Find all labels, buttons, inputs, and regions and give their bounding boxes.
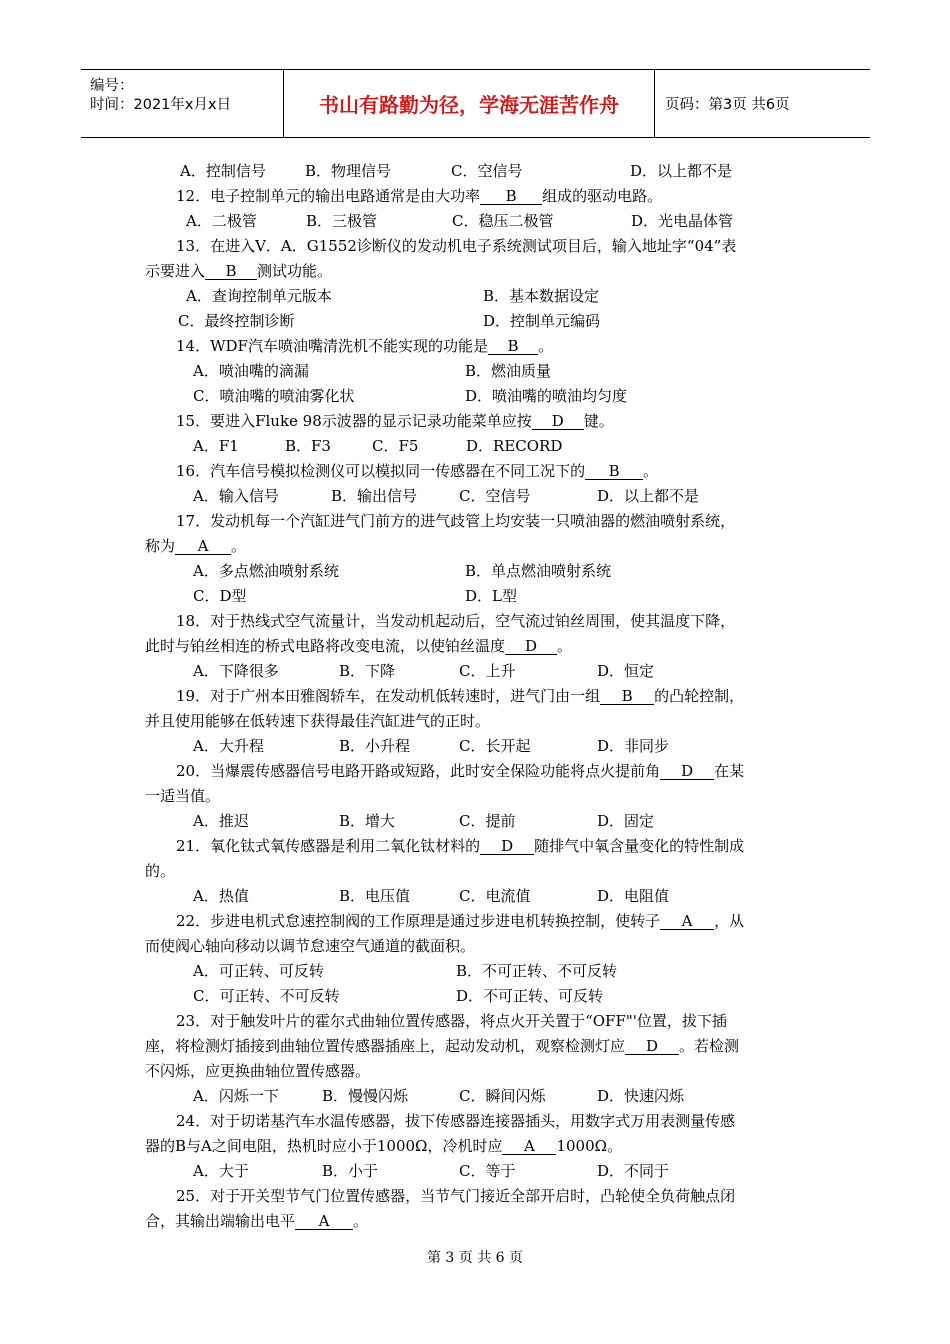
answer-blank: D xyxy=(660,763,714,780)
question-text: 21．氧化钛式氧传感器是利用二氧化钛材料的 xyxy=(176,837,481,855)
time-label: 时间：2021年x月x日 xyxy=(90,97,232,113)
answer-option: D．电阻值 xyxy=(597,887,670,905)
question-text-tail: 键。 xyxy=(583,412,614,430)
answer-option: C．上升 xyxy=(459,662,516,680)
answer-option: A．下降很多 xyxy=(193,662,279,680)
answer-option: A．可正转、可反转 xyxy=(193,962,324,980)
question-text: 23．对于触发叶片的霍尔式曲轴位置传感器，将点火开关置于“OFF"'位置，拔下插 xyxy=(176,1012,727,1030)
question-line xyxy=(176,1112,735,1130)
answer-option: A．二极管 xyxy=(186,212,257,230)
answer-option: C．F5 xyxy=(372,437,419,455)
question-line xyxy=(145,1137,622,1155)
question-line xyxy=(176,762,744,780)
answer-option: B．不可正转、不可反转 xyxy=(456,962,618,980)
question-text: 15．要进入Fluke 98示波器的显示记录功能菜单应按 xyxy=(176,412,532,430)
code-label: 编号： xyxy=(90,78,134,94)
answer-option: B．小升程 xyxy=(339,737,411,755)
question-line xyxy=(176,337,553,355)
answer-blank: A xyxy=(660,913,714,930)
answer-blank: B xyxy=(480,188,542,205)
answer-option: B．小于 xyxy=(322,1162,379,1180)
question-text: 14．WDF汽车喷油嘴清洗机不能实现的功能是 xyxy=(176,337,488,355)
question-text: 而使阀心轴向移动以调节怠速空气通道的截面积。 xyxy=(145,937,476,955)
answer-blank: D xyxy=(505,638,557,655)
question-text: 称为 xyxy=(145,537,176,555)
question-text: 24．对于切诺基汽车水温传感器，拔下传感器连接器插头，用数字式万用表测量传感 xyxy=(176,1112,736,1130)
answer-option: B．下降 xyxy=(339,662,396,680)
question-line xyxy=(145,1037,739,1055)
answer-option: A．多点燃油喷射系统 xyxy=(193,562,339,580)
answer-option: A．查询控制单元版本 xyxy=(186,287,332,305)
question-text-tail: 。 xyxy=(643,462,659,480)
answer-blank: D xyxy=(625,1038,679,1055)
answer-option: B．增大 xyxy=(339,812,396,830)
answer-option: D．不可正转、可反转 xyxy=(456,987,604,1005)
answer-option: D．光电晶体管 xyxy=(631,212,734,230)
answer-blank: B xyxy=(205,263,257,280)
answer-option: D．固定 xyxy=(597,812,655,830)
answer-option: C．空信号 xyxy=(459,487,531,505)
answer-option: C．可正转、不可反转 xyxy=(193,987,340,1005)
question-text: 示要进入 xyxy=(145,262,206,280)
answer-option: B．输出信号 xyxy=(331,487,418,505)
question-text-tail: ，从 xyxy=(714,912,745,930)
question-line xyxy=(176,912,744,930)
answer-option: D．喷油嘴的喷油均匀度 xyxy=(465,387,628,405)
question-text-tail: 随排气中氧含量变化的特性制成 xyxy=(534,837,745,855)
answer-blank: B xyxy=(488,338,538,355)
answer-option: D．非同步 xyxy=(597,737,670,755)
question-line xyxy=(176,612,735,630)
question-text-tail: 。 xyxy=(353,1212,369,1230)
question-text: 17．发动机每一个汽缸进气门前方的进气歧管上均安装一只喷油器的燃油喷射系统， xyxy=(176,512,736,530)
question-text-tail: 。 xyxy=(537,337,553,355)
answer-blank: A xyxy=(502,1138,556,1155)
answer-option: D．以上都不是 xyxy=(630,162,733,180)
answer-option: C．瞬间闪烁 xyxy=(459,1087,546,1105)
question-text: 20．当爆震传感器信号电路开路或短路，此时安全保险功能将点火提前角 xyxy=(176,762,661,780)
answer-blank: A xyxy=(175,538,231,555)
answer-option: C．提前 xyxy=(459,812,516,830)
answer-option: A．大于 xyxy=(193,1162,249,1180)
question-text: 16．汽车信号模拟检测仪可以模拟同一传感器在不同工况下的 xyxy=(176,462,586,480)
answer-option: B．F3 xyxy=(285,437,331,455)
question-line xyxy=(145,712,490,730)
question-line xyxy=(145,1062,370,1080)
question-line xyxy=(145,262,332,280)
question-text: 一适当值。 xyxy=(145,787,221,805)
question-line xyxy=(176,1187,735,1205)
question-line xyxy=(176,412,614,430)
question-text: 座，将检测灯插接到曲轴位置传感器插座上，起动发动机，观察检测灯应 xyxy=(145,1037,626,1055)
answer-option: D．L型 xyxy=(465,587,517,605)
answer-option: A．热值 xyxy=(193,887,249,905)
question-text-tail: 。 xyxy=(231,537,247,555)
motto: 书山有路勤为径，学海无涯苦作舟 xyxy=(284,70,655,137)
answer-blank: B xyxy=(600,688,654,705)
answer-option: C．D型 xyxy=(193,587,247,605)
question-text-tail: 。若检测 xyxy=(679,1037,740,1055)
answer-option: A．闪烁一下 xyxy=(193,1087,279,1105)
answer-option: B．慢慢闪烁 xyxy=(322,1087,409,1105)
question-text: 此时与铂丝相连的桥式电路将改变电流，以使铂丝温度 xyxy=(145,637,506,655)
question-text: 并且使用能够在低转速下获得最佳汽缸进气的正时。 xyxy=(145,712,491,730)
answer-option: A．控制信号 xyxy=(180,162,266,180)
question-text: 18．对于热线式空气流量计，当发动机起动后，空气流过铂丝周围，使其温度下降， xyxy=(176,612,736,630)
answer-option: A．F1 xyxy=(193,437,239,455)
question-text: 12．电子控制单元的输出电路通常是由大功率 xyxy=(176,187,481,205)
question-line xyxy=(145,1212,368,1230)
answer-option: C．长开起 xyxy=(459,737,531,755)
answer-blank: A xyxy=(295,1213,353,1230)
question-line xyxy=(145,937,475,955)
question-line xyxy=(145,862,175,880)
answer-option: B．基本数据设定 xyxy=(483,287,600,305)
answer-option: D．恒定 xyxy=(597,662,655,680)
answer-option: A．喷油嘴的滴漏 xyxy=(193,362,309,380)
question-text: 合，其输出端输出电平 xyxy=(145,1212,296,1230)
question-line xyxy=(176,237,736,255)
question-text-tail: 1000Ω。 xyxy=(556,1137,623,1155)
question-line xyxy=(176,1012,727,1030)
answer-option: B．物理信号 xyxy=(305,162,392,180)
answer-blank: D xyxy=(532,413,584,430)
question-line xyxy=(145,537,246,555)
question-text: 25．对于开关型节气门位置传感器，当节气门接近全部开启时，凸轮使全负荷触点闭 xyxy=(176,1187,736,1205)
question-text-tail: 测试功能。 xyxy=(257,262,333,280)
answer-option: B．单点燃油喷射系统 xyxy=(465,562,612,580)
question-text-tail: 在某 xyxy=(714,762,745,780)
question-text: 22．步进电机式怠速控制阀的工作原理是通过步进电机转换控制，使转子 xyxy=(176,912,661,930)
question-text-tail: 组成的驱动电路。 xyxy=(542,187,663,205)
answer-option: D．快速闪烁 xyxy=(597,1087,685,1105)
header-left-cell xyxy=(81,70,284,137)
answer-option: C．电流值 xyxy=(459,887,531,905)
question-line xyxy=(145,637,572,655)
answer-option: D．不同于 xyxy=(597,1162,670,1180)
answer-option: D．以上都不是 xyxy=(597,487,700,505)
answer-option: A．输入信号 xyxy=(193,487,279,505)
question-line xyxy=(176,837,744,855)
answer-option: D．RECORD xyxy=(466,437,563,455)
header-table xyxy=(81,69,870,138)
question-text: 19．对于广州本田雅阁轿车，在发动机低转速时，进气门由一组 xyxy=(176,687,601,705)
answer-option: A．推迟 xyxy=(193,812,249,830)
answer-option: C．喷油嘴的喷油雾化状 xyxy=(193,387,355,405)
answer-option: B．电压值 xyxy=(339,887,411,905)
question-line xyxy=(176,687,744,705)
question-text-tail: 。 xyxy=(557,637,573,655)
answer-option: A．大升程 xyxy=(193,737,264,755)
question-line xyxy=(176,187,662,205)
page-footer: 第 3 页 共 6 页 xyxy=(426,1250,524,1266)
answer-blank: B xyxy=(585,463,643,480)
answer-option: B．三极管 xyxy=(306,212,378,230)
answer-option: D．控制单元编码 xyxy=(483,312,601,330)
question-line xyxy=(176,462,658,480)
answer-blank: D xyxy=(480,838,534,855)
answer-option: C．稳压二极管 xyxy=(452,212,554,230)
question-line xyxy=(145,787,220,805)
question-text: 不闪烁，应更换曲轴位置传感器。 xyxy=(145,1062,371,1080)
answer-option: C．最终控制诊断 xyxy=(178,312,295,330)
page-info: 页码：第3页 共6页 xyxy=(665,97,790,113)
question-line xyxy=(176,512,735,530)
question-text: 13．在进入V．A．G1552诊断仪的发动机电子系统测试项目后，输入地址字“04”表 xyxy=(176,237,737,255)
answer-option: B．燃油质量 xyxy=(465,362,552,380)
question-text: 器的B与A之间电阻，热机时应小于1000Ω，冷机时应 xyxy=(145,1137,503,1155)
question-text: 的。 xyxy=(145,862,176,880)
answer-option: C．空信号 xyxy=(451,162,523,180)
answer-option: C．等于 xyxy=(459,1162,516,1180)
question-text-tail: 的凸轮控制， xyxy=(654,687,745,705)
